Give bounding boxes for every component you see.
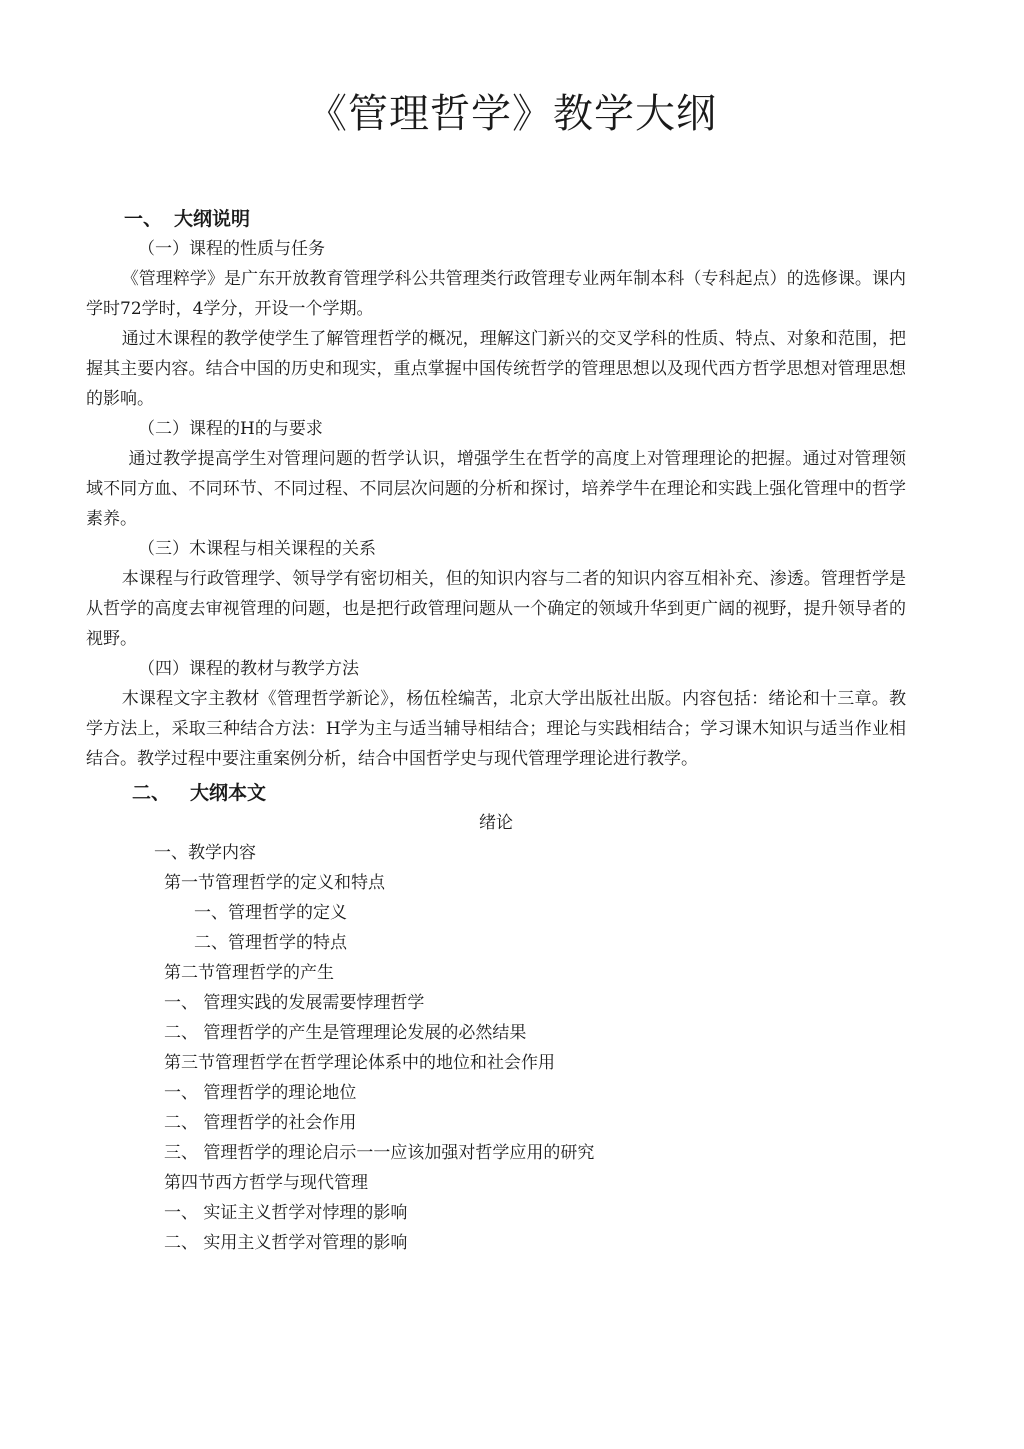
- outline-item: 一、 实证主义哲学对悖理的影响: [164, 1203, 408, 1223]
- paragraph-course-tasks: 通过木课程的教学使学生了解管理哲学的概况，理解这门新兴的交叉学科的性质、特点、对象和范围，把握其主要内容。结合中国的历史和现实，重点掌握中国传统哲学的管理思想以及现代西方哲学思想对管理思想的影响。: [86, 329, 906, 409]
- subsection-heading-textbook-methods: （四）课程的教材与教学方法: [138, 659, 359, 679]
- section-title: 大纲说明: [174, 208, 251, 230]
- outline-item: 第三节管理哲学在哲学理论体系中的地位和社会作用: [164, 1053, 555, 1073]
- teaching-content-heading: 一、教学内容: [154, 843, 256, 863]
- outline-item: 二、 管理哲学的社会作用: [164, 1113, 357, 1133]
- paragraph-textbook-methods: 木课程文字主教材《管理哲学新论》，杨伍栓编苦，北京大学出版社出版。内容包括：绪论和十三章。教学方法上，采取三种结合方法：H学为主与适当辅导相结合；理论与实践相结合；学习课木知识与适当作业相结合。教学过程中要注重案例分析，结合中国哲学史与现代管理学理论进行教学。: [86, 689, 906, 769]
- outline-item: 二、 实用主义哲学对管理的影响: [164, 1233, 408, 1253]
- paragraph-course-nature: 《管理粹学》是广东开放教育管理学科公共管理类行政管理专业两年制本科（专科起点）的选修课。课内学时72学时，4学分，开设一个学期。: [86, 269, 906, 319]
- outline-item: 第一节管理哲学的定义和特点: [164, 873, 385, 893]
- section-title: 大纲本文: [190, 782, 267, 804]
- chapter-title: 绪论: [479, 813, 513, 833]
- outline-item: 第二节管理哲学的产生: [164, 963, 334, 983]
- section-heading-outline-text: [86, 778, 906, 808]
- document-body: [86, 204, 906, 1258]
- section-heading-outline-description: [86, 204, 906, 234]
- outline-item: 二、管理哲学的特点: [194, 933, 347, 953]
- subsection-heading-nature-tasks: （一）课程的性质与任务: [138, 239, 325, 259]
- outline-item: 二、 管理哲学的产生是管理理论发展的必然结果: [164, 1023, 527, 1043]
- outline-list: [86, 868, 906, 1258]
- outline-item: 一、 管理实践的发展需要悖理哲学: [164, 993, 425, 1013]
- paragraph-related-courses: 本课程与行政管理学、领导学有密切相关，但的知识内容与二者的知识内容互相补充、渗透。管理哲学是从哲学的高度去审视管理的问题，也是把行政管理问题从一个确定的领域升华到更广阔的视野，提升领导者的视野。: [86, 569, 906, 649]
- section-number: 一、: [124, 208, 163, 230]
- paragraph-course-objectives: 通过教学提高学生对管理问题的哲学认识，增强学生在哲学的高度上对管理理论的把握。通过对管理领域不同方血、不同环节、不同过程、不同层次问题的分析和探讨，培养学牛在理论和实践上强化管理中的哲学素养。: [86, 449, 906, 529]
- document-title: 《管理哲学》教学大纲: [307, 91, 717, 137]
- outline-item: 三、 管理哲学的理论启示一一应该加强对哲学应用的研究: [164, 1143, 595, 1163]
- outline-item: 一、 管理哲学的理论地位: [164, 1083, 357, 1103]
- outline-item: 第四节西方哲学与现代管理: [164, 1173, 368, 1193]
- subsection-heading-objectives: （二）课程的H的与要求: [138, 419, 323, 439]
- section-number: 二、: [132, 782, 171, 804]
- outline-item: 一、管理哲学的定义: [194, 903, 347, 923]
- subsection-heading-related-courses: （三）木课程与相关课程的关系: [138, 539, 376, 559]
